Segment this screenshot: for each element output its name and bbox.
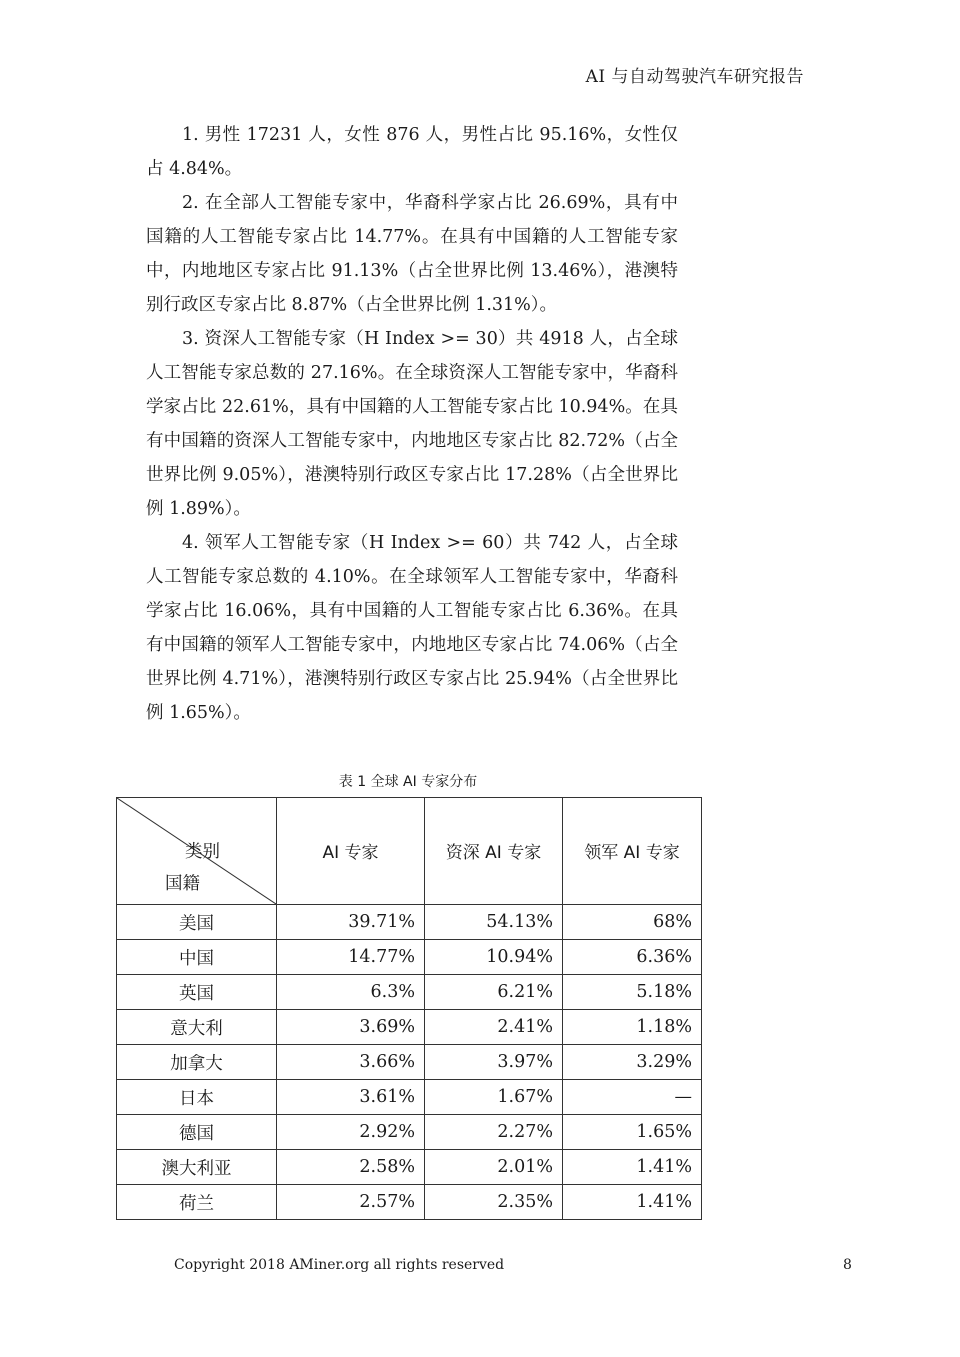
leading-expert-share: 1.41% <box>563 1150 702 1185</box>
country-cell: 日本 <box>117 1080 277 1115</box>
senior-expert-share: 2.27% <box>425 1115 563 1150</box>
paragraph-2: 2. 在全部人工智能专家中，华裔科学家占比 26.69%，具有中国籍的人工智能专家占比 14.77%。在具有中国籍的人工智能专家中，内地地区专家占比 91.13%（占全世界比例 13.46%），港澳特别行政区专家占比 8.87%（占全世界比例 1.31%）。 <box>146 193 678 315</box>
senior-expert-share: 2.35% <box>425 1185 563 1220</box>
country-cell: 中国 <box>117 940 277 975</box>
ai-expert-share: 6.3% <box>277 975 425 1010</box>
senior-expert-share: 3.97% <box>425 1045 563 1080</box>
copyright-footer: Copyright 2018 AMiner.org all rights reserved <box>174 1257 505 1273</box>
table-corner-cell <box>117 798 277 905</box>
leading-expert-share: 3.29% <box>563 1045 702 1080</box>
ai-expert-share: 3.66% <box>277 1045 425 1080</box>
leading-expert-share: 1.18% <box>563 1010 702 1045</box>
ai-expert-share: 3.61% <box>277 1080 425 1115</box>
ai-expert-share: 2.57% <box>277 1185 425 1220</box>
column-header-senior-ai-experts: 资深 AI 专家 <box>425 798 563 905</box>
paragraph-1: 1. 男性 17231 人，女性 876 人，男性占比 95.16%，女性仅占 4.84%。 <box>146 125 678 179</box>
table-row <box>117 1080 702 1115</box>
paragraph-3: 3. 资深人工智能专家（H Index >= 30）共 4918 人，占全球人工智能专家总数的 27.16%。在全球资深人工智能专家中，华裔科学家占比 22.61%，具有中国籍的人工智能专家占比 10.94%。在具有中国籍的资深人工智能专家中，内地地区专家占比 82.72%（占全世界比例 9.05%），港澳特别行政区专家占比 17.28%（占全世界比例 1.89%）。 <box>146 329 678 519</box>
country-cell: 意大利 <box>117 1010 277 1045</box>
senior-expert-share: 54.13% <box>425 905 563 940</box>
column-header-ai-experts: AI 专家 <box>277 798 425 905</box>
table-row <box>117 940 702 975</box>
table-row <box>117 1045 702 1080</box>
ai-expert-share: 39.71% <box>277 905 425 940</box>
senior-expert-share: 2.01% <box>425 1150 563 1185</box>
column-header-leading-ai-experts: 领军 AI 专家 <box>563 798 702 905</box>
body-text <box>146 118 678 730</box>
country-cell: 德国 <box>117 1115 277 1150</box>
leading-expert-share: 6.36% <box>563 940 702 975</box>
table-row <box>117 975 702 1010</box>
table-row <box>117 905 702 940</box>
country-cell: 加拿大 <box>117 1045 277 1080</box>
corner-label-nationality: 国籍 <box>165 874 200 894</box>
leading-expert-share: 1.41% <box>563 1185 702 1220</box>
country-cell: 美国 <box>117 905 277 940</box>
paragraph-4: 4. 领军人工智能专家（H Index >= 60）共 742 人，占全球人工智能专家总数的 4.10%。在全球领军人工智能专家中，华裔科学家占比 16.06%，具有中国籍的人工智能专家占比 6.36%。在具有中国籍的领军人工智能专家中，内地地区专家占比 74.06%（占全世界比例 4.71%），港澳特别行政区专家占比 25.94%（占全世界比例 1.65%）。 <box>146 533 678 723</box>
ai-expert-share: 2.58% <box>277 1150 425 1185</box>
table-row <box>117 1185 702 1220</box>
country-cell: 澳大利亚 <box>117 1150 277 1185</box>
corner-label-category: 类别 <box>185 842 220 862</box>
leading-expert-share: 5.18% <box>563 975 702 1010</box>
leading-expert-share: — <box>563 1080 702 1115</box>
page-number: 8 <box>843 1257 852 1273</box>
table-row <box>117 1115 702 1150</box>
senior-expert-share: 2.41% <box>425 1010 563 1045</box>
table-row <box>117 1010 702 1045</box>
leading-expert-share: 68% <box>563 905 702 940</box>
ai-expert-share: 2.92% <box>277 1115 425 1150</box>
country-cell: 英国 <box>117 975 277 1010</box>
senior-expert-share: 6.21% <box>425 975 563 1010</box>
ai-expert-distribution-table <box>116 797 702 1220</box>
senior-expert-share: 10.94% <box>425 940 563 975</box>
report-header-title: AI 与自动驾驶汽车研究报告 <box>585 67 804 87</box>
table-caption: 表 1 全球 AI 专家分布 <box>338 774 478 790</box>
country-cell: 荷兰 <box>117 1185 277 1220</box>
table-row <box>117 1150 702 1185</box>
table-header-row <box>117 798 702 905</box>
ai-expert-share: 14.77% <box>277 940 425 975</box>
ai-expert-share: 3.69% <box>277 1010 425 1045</box>
senior-expert-share: 1.67% <box>425 1080 563 1115</box>
leading-expert-share: 1.65% <box>563 1115 702 1150</box>
